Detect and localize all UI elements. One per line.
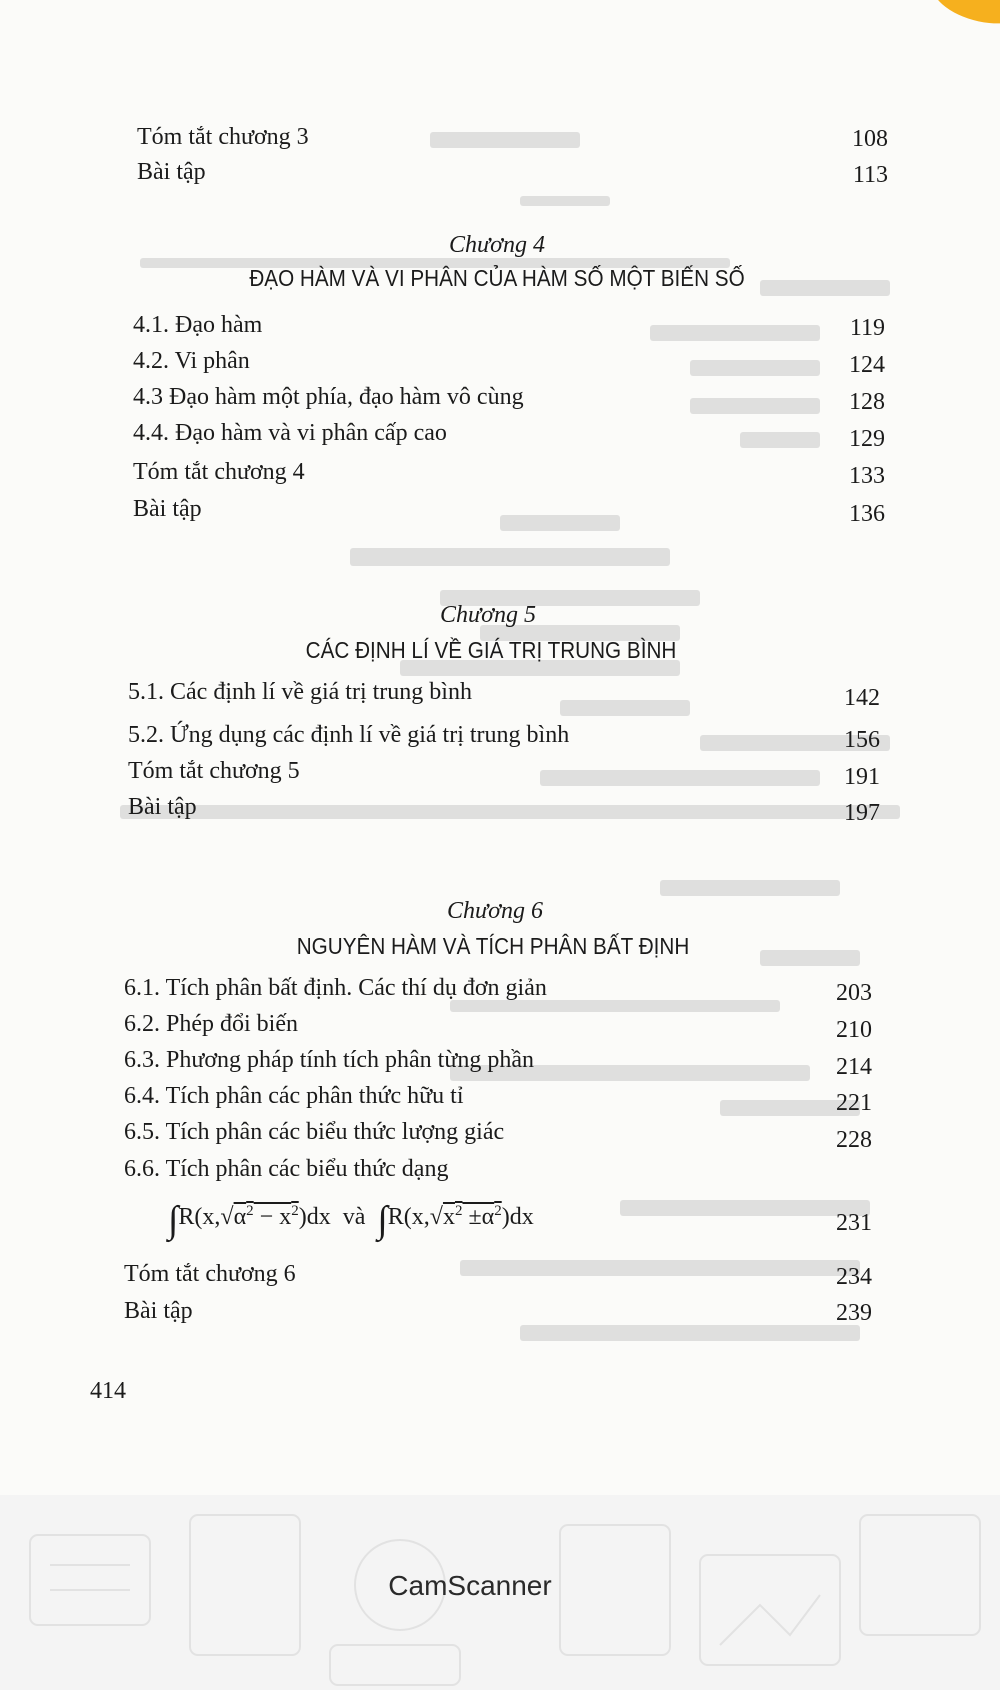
toc-entry-page: 128 (849, 389, 885, 415)
formula-right-b: x (442, 1204, 455, 1230)
toc-entry-page: 210 (836, 1017, 872, 1043)
toc-entry-title: Tóm tắt chương 5 (128, 758, 300, 784)
camscanner-watermark: CamScanner (388, 1570, 552, 1601)
toc-entry-page: 203 (836, 980, 872, 1006)
formula-left-a: R(x, (178, 1204, 221, 1230)
toc-entry-page: 197 (844, 800, 880, 826)
toc-entry-title: Tóm tắt chương 3 (137, 124, 309, 150)
exponent: 2 (246, 1203, 254, 1219)
toc-entry-title: 4.2. Vi phân (133, 348, 250, 374)
toc-entry-page: 221 (836, 1090, 872, 1116)
integral-sign: ∫ (377, 1199, 388, 1241)
toc-entry-title: 6.3. Phương pháp tính tích phân từng phần (124, 1047, 535, 1073)
toc-entry-page: 231 (836, 1210, 872, 1236)
toc-entry-title: 4.4. Đạo hàm và vi phân cấp cao (133, 420, 447, 446)
toc-entry-page: 234 (836, 1264, 872, 1290)
sqrt-sign: √ (429, 1204, 443, 1230)
toc-entry-page: 156 (844, 727, 880, 753)
toc-entry-page: 214 (836, 1054, 872, 1080)
formula-right-d: )dx (501, 1204, 534, 1230)
toc-entry-page: 133 (849, 463, 885, 489)
toc-entry-page: 124 (849, 352, 885, 378)
formula-connector: và (342, 1204, 366, 1230)
integral-formula (168, 1198, 534, 1242)
toc-entry-page: 108 (852, 126, 888, 152)
toc-entry-title: 6.1. Tích phân bất định. Các thí dụ đơn giản (124, 975, 547, 1001)
toc-entry-title: 6.6. Tích phân các biểu thức dạng (124, 1156, 449, 1182)
toc-entry-page: 142 (844, 685, 880, 711)
chapter-title: ĐẠO HÀM VÀ VI PHÂN CỦA HÀM SỐ MỘT BIẾN SỐ (249, 265, 745, 291)
sqrt-sign: √ (220, 1204, 234, 1230)
toc-entry-title: Bài tập (124, 1298, 193, 1324)
chapter-label: Chương 5 (440, 602, 536, 628)
formula-right-a: R(x, (387, 1204, 430, 1230)
exponent: 2 (291, 1203, 299, 1219)
toc-entry-page: 228 (836, 1127, 872, 1153)
chapter-title: CÁC ĐỊNH LÍ VỀ GIÁ TRỊ TRUNG BÌNH (305, 637, 677, 663)
page-number: 414 (90, 1378, 126, 1404)
toc-entry-page: 129 (849, 426, 885, 452)
exponent: 2 (454, 1203, 463, 1219)
formula-left-d: )dx (298, 1204, 331, 1230)
toc-entry-title: 4.1. Đạo hàm (133, 312, 263, 338)
toc-entry-title: 6.4. Tích phân các phân thức hữu tỉ (124, 1083, 464, 1109)
toc-entry-title: Bài tập (128, 794, 197, 820)
chapter-label: Chương 6 (447, 898, 543, 924)
toc-entry-title: Tóm tắt chương 4 (133, 459, 305, 485)
toc-entry-title: 5.1. Các định lí về giá trị trung bình (128, 679, 472, 705)
toc-entry-title: 4.3 Đạo hàm một phía, đạo hàm vô cùng (133, 384, 524, 410)
toc-entry-page: 113 (852, 162, 888, 188)
toc-entry-title: Bài tập (137, 159, 206, 185)
chapter-label: Chương 4 (449, 232, 545, 258)
chapter-title: NGUYÊN HÀM VÀ TÍCH PHÂN BẤT ĐỊNH (296, 933, 690, 959)
formula-left-b: α (233, 1204, 247, 1230)
toc-entry-page: 239 (836, 1300, 872, 1326)
toc-entry-title: Bài tập (133, 496, 202, 522)
toc-entry-title: 5.2. Ứng dụng các định lí về giá trị trung bình (128, 722, 570, 748)
exponent: 2 (494, 1203, 502, 1219)
formula-left-radicand (234, 1204, 299, 1230)
toc-entry-page: 191 (844, 764, 880, 790)
formula-right-c: ±α (462, 1204, 495, 1230)
formula-left-c: − x (253, 1204, 292, 1230)
integral-sign: ∫ (168, 1199, 179, 1241)
toc-entry-page: 119 (849, 315, 885, 341)
toc-entry-title: Tóm tắt chương 6 (124, 1261, 296, 1287)
formula-right-radicand (443, 1204, 502, 1230)
toc-entry-title: 6.5. Tích phân các biểu thức lượng giác (124, 1119, 505, 1145)
toc-entry-page: 136 (849, 501, 885, 527)
toc-entry-title: 6.2. Phép đổi biến (124, 1011, 298, 1037)
